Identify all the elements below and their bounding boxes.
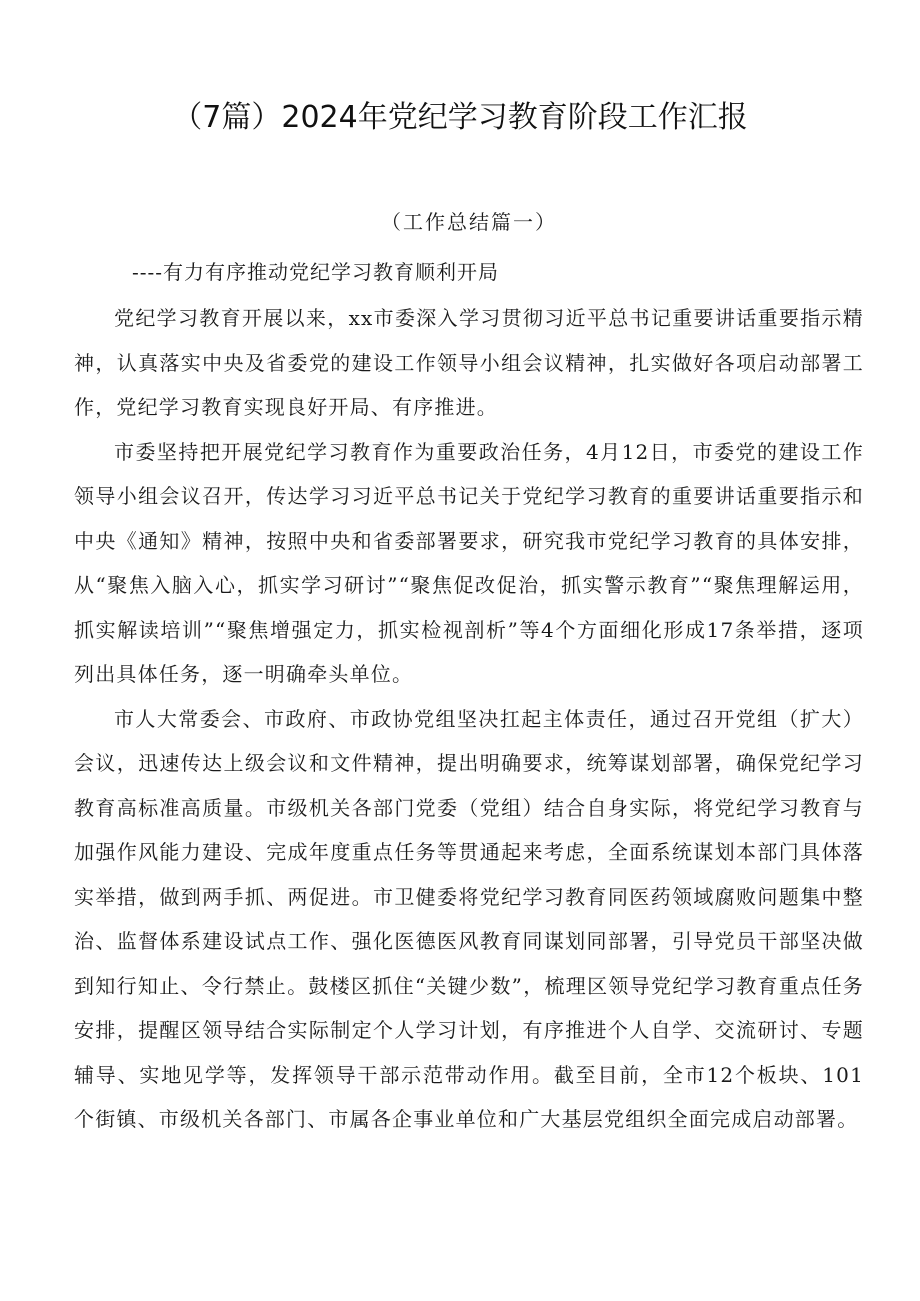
paragraph: 市人大常委会、市政府、市政协党组坚决扛起主体责任，通过召开党组（扩大）会议，迅速传达上级会议和文件精神，提出明确要求，统筹谋划部署，确保党纪学习教育高标准高质量。市级机关各部门党委（党组）结合自身实际，将党纪学习教育与加强作风能力建设、完成年度重点任务等贯通起来考虑，全面系统谋划本部门具体落实举措，做到两手抓、两促进。市卫健委将党纪学习教育同医药领域腐败问题集中整治、监督体系建设试点工作、强化医德医风教育同谋划同部署，引导党员干部坚决做到知行知止、令行禁止。鼓楼区抓住“关键少数”，梳理区领导党纪学习教育重点任务安排，提醒区领导结合实际制定个人学习计划，有序推进个人自学、交流研讨、专题辅导、实地见学等，发挥领导干部示范带动作用。截至目前，全市12个板块、101个街镇、市级机关各部门、市属各企事业单位和广大基层党组织全面完成启动部署。 <box>74 706 864 1131</box>
paragraph: 党纪学习教育开展以来，xx市委深入学习贯彻习近平总书记重要讲话重要指示精神，认真落实中央及省委党的建设工作领导小组会议精神，扎实做好各项启动部署工作，党纪学习教育实现良好开局、有序推进。 <box>74 306 864 419</box>
document-body <box>74 204 864 1142</box>
document-title: （7篇）2024年党纪学习教育阶段工作汇报 <box>172 100 748 135</box>
section-heading: （工作总结篇一） <box>381 210 557 234</box>
paragraph: 市委坚持把开展党纪学习教育作为重要政治任务，4月12日，市委党的建设工作领导小组会议召开，传达学习习近平总书记关于党纪学习教育的重要讲话重要指示和中央《通知》精神，按照中央和省委部署要求，研究我市党纪学习教育的具体安排，从“聚焦入脑入心，抓实学习研讨”“聚焦促改促治，抓实警示教育”“聚焦理解运用，抓实解读培训”“聚焦增强定力，抓实检视剖析”等4个方面细化形成17条举措，逐项列出具体任务，逐一明确牵头单位。 <box>74 439 864 686</box>
sub-heading: ----有力有序推动党纪学习教育顺利开局 <box>132 260 500 284</box>
